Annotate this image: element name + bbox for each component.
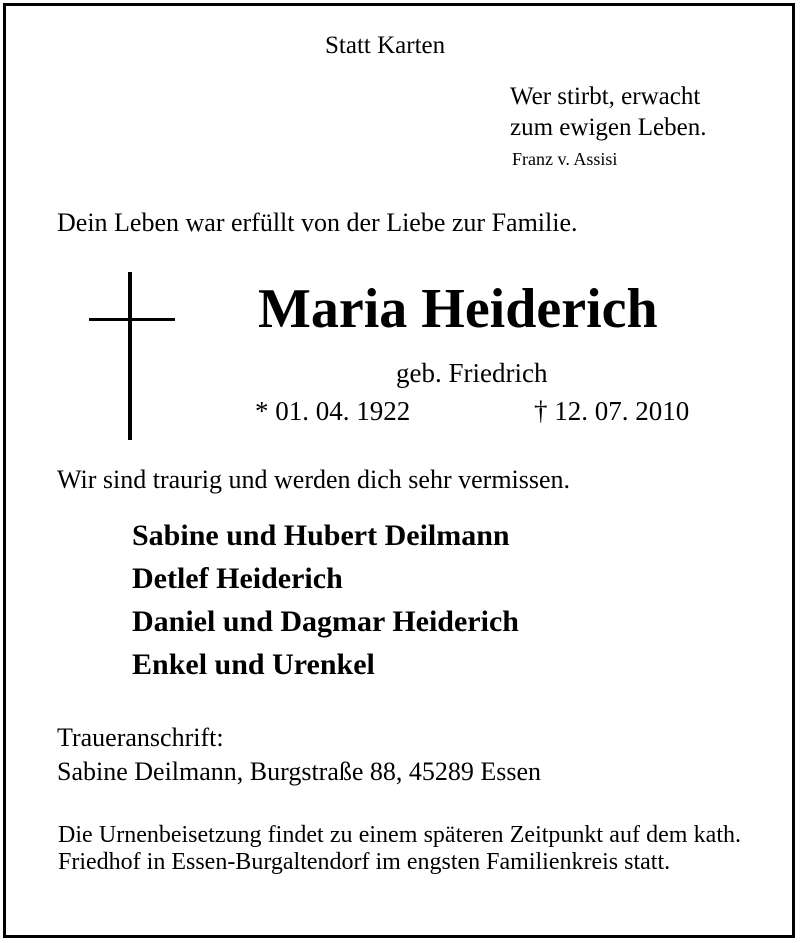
family-member: Daniel und Dagmar Heiderich (132, 605, 519, 638)
quote-source: Franz v. Assisi (512, 149, 618, 169)
family-member: Detlef Heiderich (132, 562, 343, 595)
deceased-name: Maria Heiderich (258, 278, 658, 340)
burial-note: Die Urnenbeisetzung findet zu einem späteren Zeitpunkt auf dem kath. Friedhof in Essen-Burgaltendorf im engsten Familienkreis statt. (58, 822, 741, 875)
mourning-text: Wir sind traurig und werden dich sehr vermissen. (57, 465, 571, 494)
quote-line-1: Wer stirbt, erwacht (510, 83, 701, 110)
death-date: † 12. 07. 2010 (534, 396, 690, 426)
address-heading: Traueranschrift: (57, 723, 224, 752)
intro-text: Dein Leben war erfüllt von der Liebe zur Familie. (57, 208, 578, 237)
quote-line-2: zum ewigen Leben. (510, 114, 707, 141)
header-text: Statt Karten (325, 32, 446, 59)
address-text: Sabine Deilmann, Burgstraße 88, 45289 Essen (57, 757, 542, 786)
birth-date: * 01. 04. 1922 (255, 396, 411, 426)
family-member: Enkel und Urenkel (132, 648, 375, 681)
family-member: Sabine und Hubert Deilmann (132, 519, 510, 552)
quote (510, 81, 706, 143)
maiden-name: geb. Friedrich (396, 358, 548, 388)
